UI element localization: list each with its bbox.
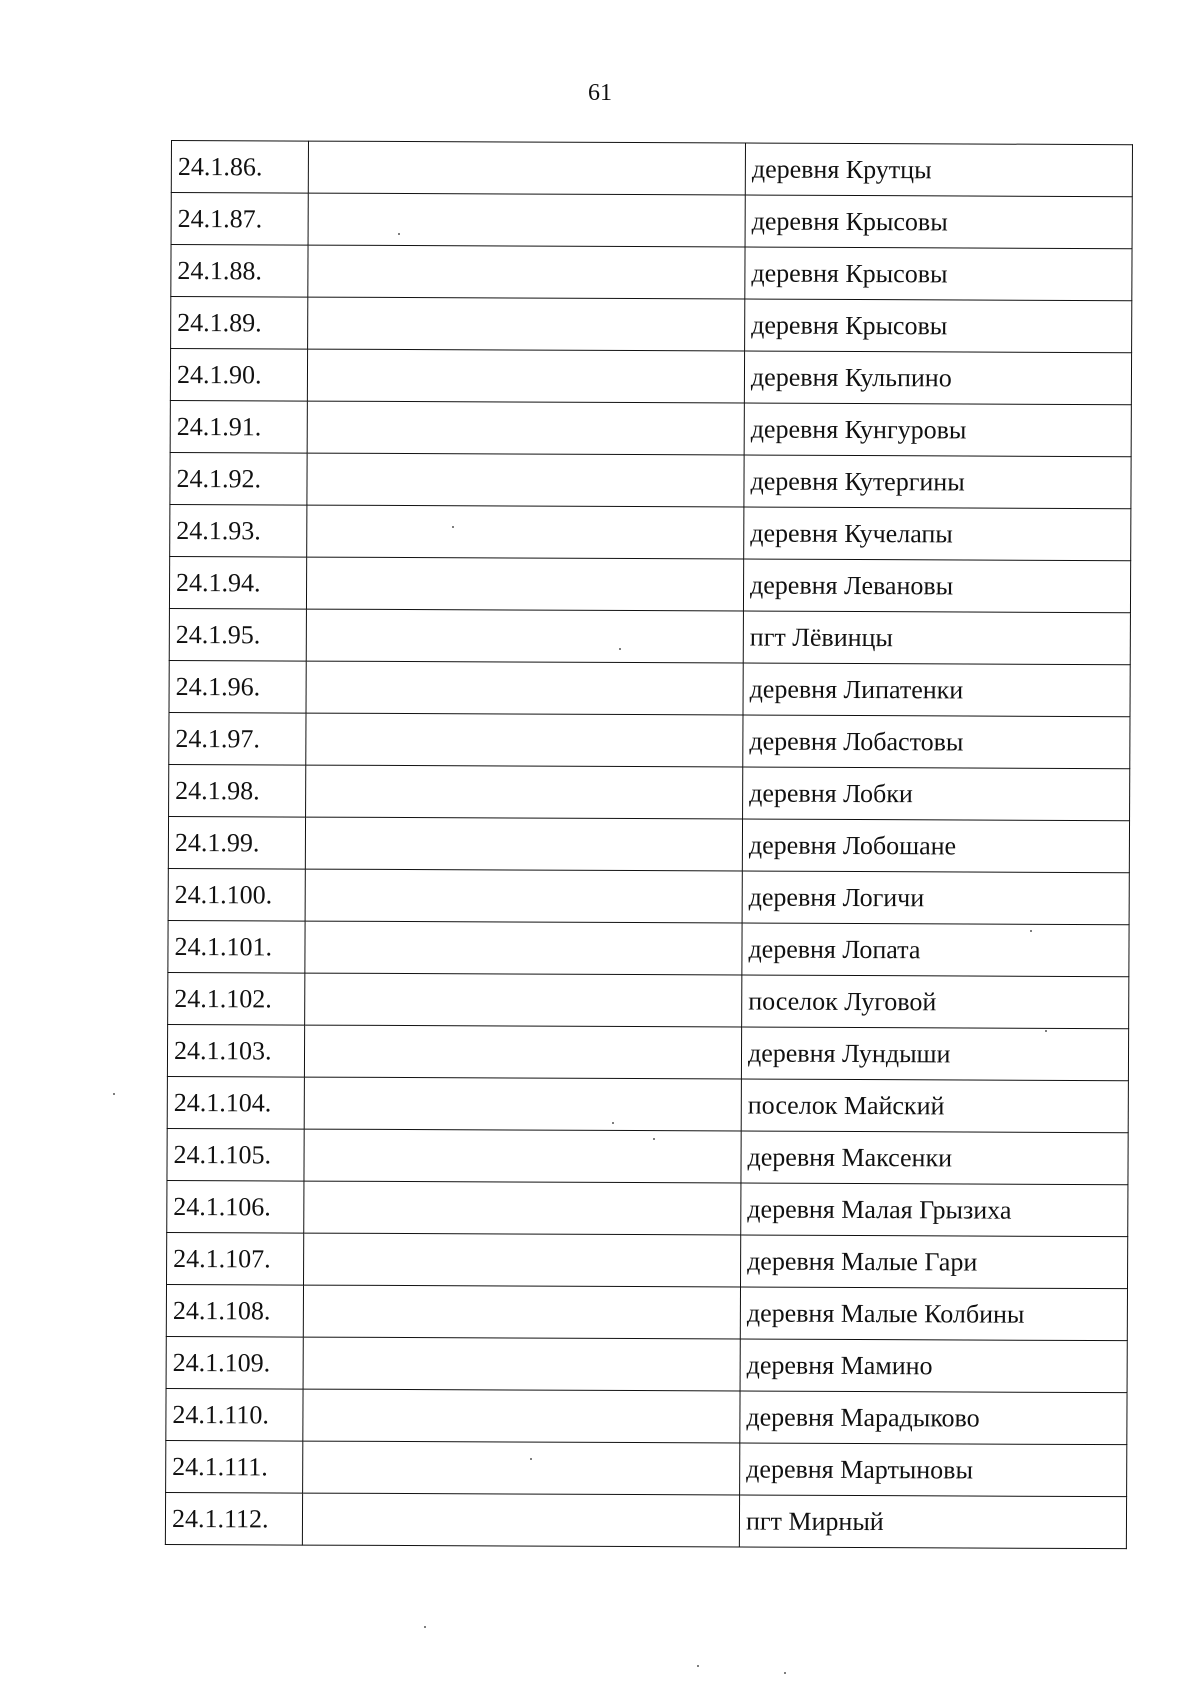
table-row	[170, 349, 1131, 405]
settlement-name: деревня Лопата	[742, 923, 1129, 977]
table-row	[169, 608, 1130, 664]
table-row	[167, 1128, 1128, 1184]
row-number: 24.1.91.	[170, 400, 307, 453]
row-number: 24.1.112.	[165, 1492, 302, 1545]
row-number: 24.1.96.	[169, 660, 306, 713]
empty-cell	[308, 141, 745, 195]
table-row	[171, 193, 1132, 249]
empty-cell	[303, 1389, 740, 1443]
settlement-name: деревня Крысовы	[745, 299, 1132, 353]
scan-speck	[612, 1122, 614, 1124]
settlement-name: поселок Майский	[741, 1079, 1128, 1133]
table-row	[167, 1024, 1128, 1080]
empty-cell	[302, 1493, 739, 1547]
empty-cell	[305, 817, 742, 871]
empty-cell	[304, 1233, 741, 1287]
row-number: 24.1.105.	[167, 1128, 304, 1181]
empty-cell	[303, 1441, 740, 1495]
empty-cell	[304, 1025, 741, 1079]
settlement-name: деревня Лобастовы	[743, 715, 1130, 769]
row-number: 24.1.94.	[169, 556, 306, 609]
settlement-name: деревня Мамино	[740, 1339, 1127, 1393]
empty-cell	[306, 661, 743, 715]
empty-cell	[306, 765, 743, 819]
row-number: 24.1.104.	[167, 1076, 304, 1129]
row-number: 24.1.89.	[171, 297, 308, 350]
table-row	[171, 297, 1132, 353]
settlement-name: пгт Лёвинцы	[743, 611, 1130, 665]
scan-speck	[1030, 930, 1032, 932]
settlement-name: деревня Лундыши	[741, 1027, 1128, 1081]
table-row	[170, 452, 1131, 508]
empty-cell	[306, 713, 743, 767]
table-row	[170, 400, 1131, 456]
settlement-name: деревня Максенки	[741, 1131, 1128, 1185]
empty-cell	[304, 1181, 741, 1235]
table-row	[166, 1284, 1127, 1340]
settlement-name: деревня Крутцы	[745, 143, 1132, 197]
empty-cell	[307, 349, 744, 403]
settlement-name: деревня Марадыково	[740, 1391, 1127, 1445]
scan-speck	[424, 1626, 426, 1628]
settlement-name: деревня Логичи	[742, 871, 1129, 925]
row-number: 24.1.87.	[171, 193, 308, 246]
row-number: 24.1.93.	[170, 504, 307, 557]
row-number: 24.1.111.	[166, 1440, 303, 1493]
scan-speck	[452, 526, 454, 528]
settlement-name: пгт Мирный	[739, 1495, 1126, 1549]
row-number: 24.1.108.	[166, 1284, 303, 1337]
table-row	[169, 556, 1130, 612]
scan-speck	[619, 648, 621, 650]
table-row	[168, 920, 1129, 976]
empty-cell	[305, 921, 742, 975]
empty-cell	[304, 1077, 741, 1131]
settlement-name: деревня Липатенки	[743, 663, 1130, 717]
table-row	[167, 1232, 1128, 1288]
table-row	[170, 504, 1131, 560]
row-number: 24.1.100.	[168, 868, 305, 921]
row-number: 24.1.110.	[166, 1388, 303, 1441]
empty-cell	[307, 505, 744, 559]
empty-cell	[308, 245, 745, 299]
row-number: 24.1.88.	[171, 245, 308, 298]
settlement-name: деревня Кучелапы	[744, 507, 1131, 561]
table-row	[165, 1492, 1126, 1548]
empty-cell	[308, 297, 745, 351]
table-row	[166, 1336, 1127, 1392]
row-number: 24.1.86.	[171, 141, 308, 194]
row-number: 24.1.109.	[166, 1336, 303, 1389]
row-number: 24.1.103.	[167, 1024, 304, 1077]
empty-cell	[308, 193, 745, 247]
table-row	[169, 712, 1130, 768]
settlement-name: деревня Мартыновы	[740, 1443, 1127, 1497]
settlements-table	[165, 140, 1133, 1549]
scan-speck	[530, 1458, 532, 1460]
row-number: 24.1.90.	[170, 349, 307, 402]
settlement-name: деревня Крысовы	[745, 247, 1132, 301]
table-row	[171, 141, 1132, 197]
empty-cell	[305, 869, 742, 923]
scan-speck	[398, 233, 400, 235]
settlement-name: поселок Луговой	[742, 975, 1129, 1029]
empty-cell	[307, 453, 744, 507]
scan-speck	[113, 1093, 115, 1095]
settlement-name: деревня Кульпино	[744, 351, 1131, 405]
table-row	[168, 816, 1129, 872]
settlement-name: деревня Малые Гари	[741, 1235, 1128, 1289]
scan-speck	[697, 1665, 699, 1667]
settlement-name: деревня Лобошане	[742, 819, 1129, 873]
table-row	[168, 868, 1129, 924]
row-number: 24.1.99.	[168, 816, 305, 869]
table-row	[169, 660, 1130, 716]
empty-cell	[306, 609, 743, 663]
empty-cell	[306, 557, 743, 611]
row-number: 24.1.92.	[170, 452, 307, 505]
table-row	[171, 245, 1132, 301]
row-number: 24.1.97.	[169, 712, 306, 765]
settlement-name: деревня Малая Грызиха	[741, 1183, 1128, 1237]
row-number: 24.1.102.	[168, 972, 305, 1025]
page-number: 61	[588, 80, 612, 106]
scan-speck	[653, 1138, 655, 1140]
settlement-name: деревня Кутергины	[744, 455, 1131, 509]
empty-cell	[303, 1285, 740, 1339]
row-number: 24.1.106.	[167, 1180, 304, 1233]
row-number: 24.1.95.	[169, 608, 306, 661]
scan-speck	[784, 1672, 786, 1674]
table-row	[167, 1076, 1128, 1132]
table-row	[166, 1440, 1127, 1496]
settlement-name: деревня Левановы	[743, 559, 1130, 613]
row-number: 24.1.101.	[168, 920, 305, 973]
empty-cell	[305, 973, 742, 1027]
table-row	[168, 972, 1129, 1028]
settlement-name: деревня Кунгуровы	[744, 403, 1131, 457]
scan-speck	[1045, 1030, 1047, 1032]
row-number: 24.1.107.	[167, 1232, 304, 1285]
empty-cell	[303, 1337, 740, 1391]
table-row	[167, 1180, 1128, 1236]
table-row	[166, 1388, 1127, 1444]
row-number: 24.1.98.	[169, 764, 306, 817]
settlement-name: деревня Малые Колбины	[740, 1287, 1127, 1341]
settlement-name: деревня Лобки	[743, 767, 1130, 821]
table-row	[169, 764, 1130, 820]
table-body	[165, 141, 1132, 1549]
empty-cell	[304, 1129, 741, 1183]
settlement-name: деревня Крысовы	[745, 195, 1132, 249]
empty-cell	[307, 401, 744, 455]
